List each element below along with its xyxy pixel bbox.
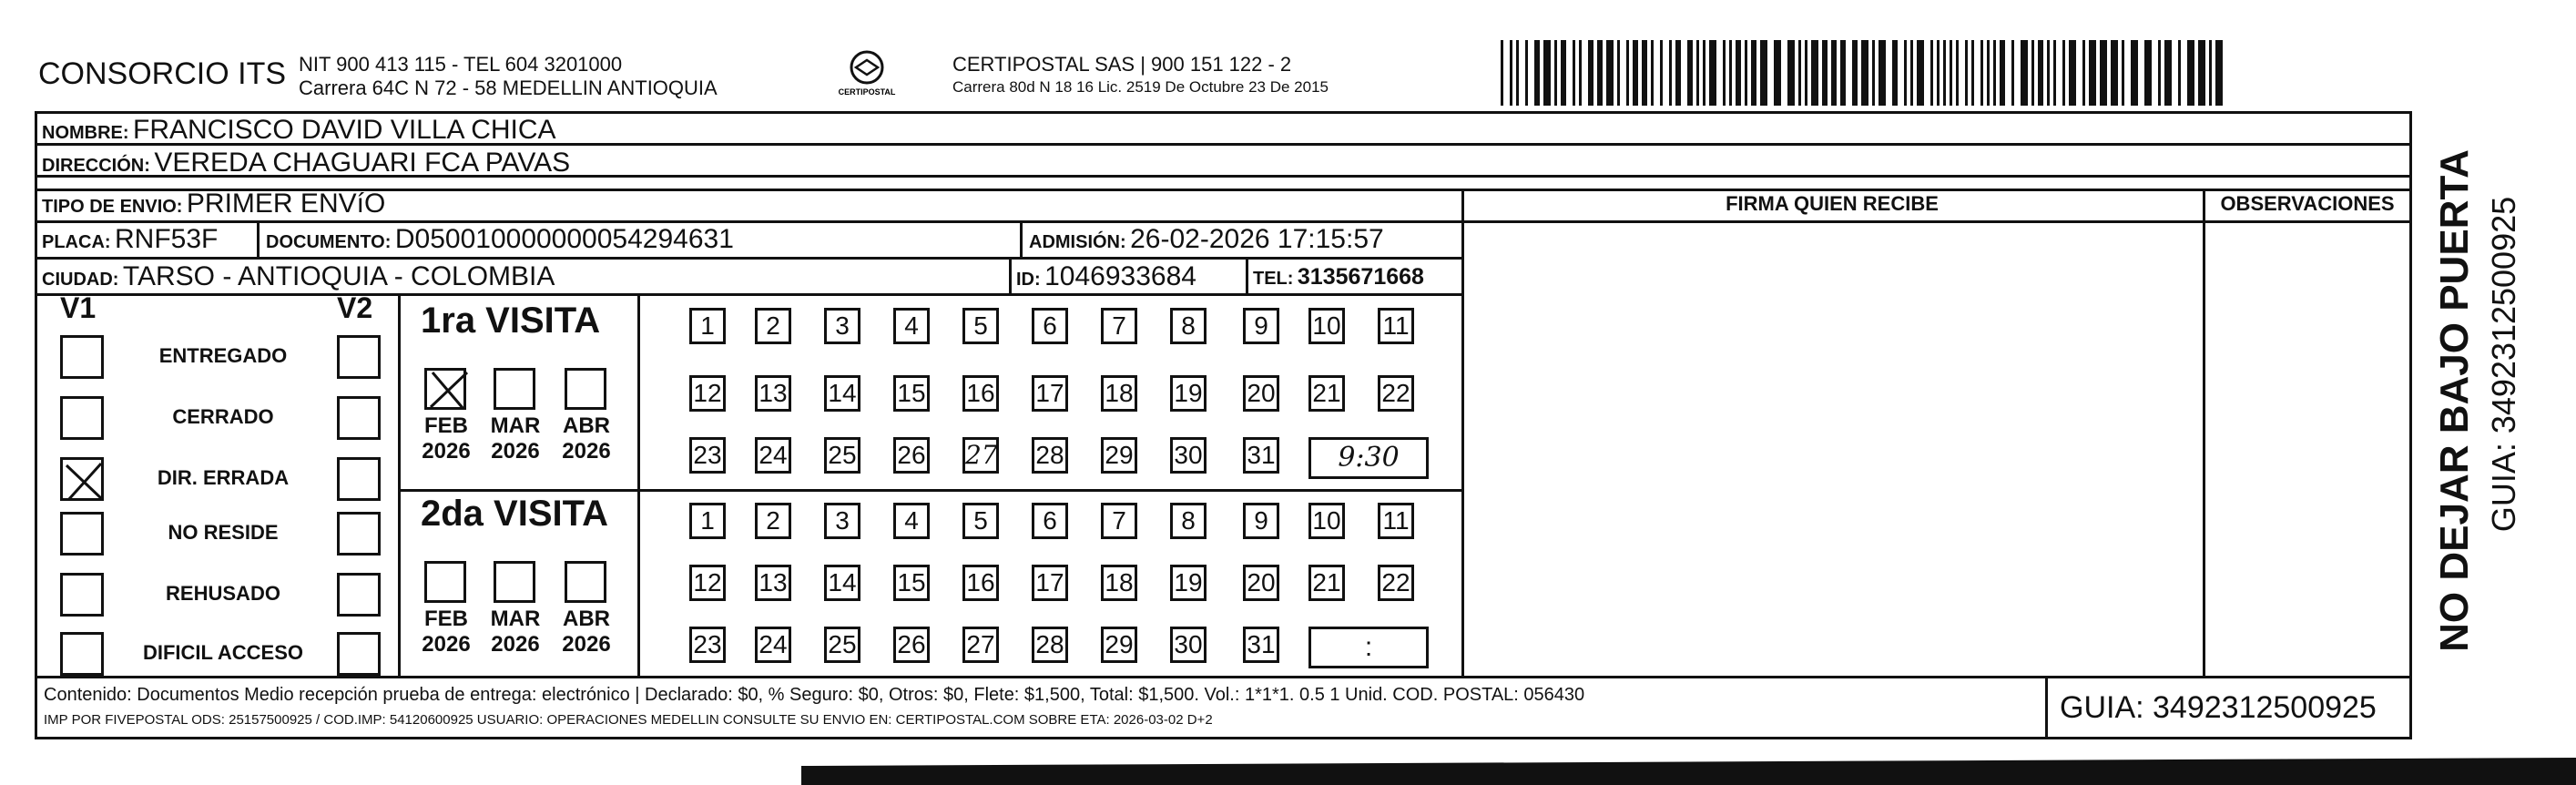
day-box[interactable]: 15: [893, 565, 930, 601]
day-box[interactable]: 4: [893, 308, 930, 344]
x-mark-icon: [427, 371, 469, 413]
placa-value: RNF53F: [115, 224, 219, 254]
day-box[interactable]: 11: [1378, 308, 1414, 344]
day-box[interactable]: 5: [962, 503, 999, 539]
day-box[interactable]: 14: [824, 565, 860, 601]
month-checkbox[interactable]: [565, 561, 606, 603]
day-box[interactable]: 5: [962, 308, 999, 344]
placa-field: [42, 224, 218, 255]
visit1-title: 1ra VISITA: [421, 301, 601, 341]
day-box[interactable]: 1: [689, 503, 726, 539]
day-box[interactable]: 4: [893, 503, 930, 539]
month-checkbox[interactable]: [424, 368, 466, 410]
bottom-rule: [801, 758, 2576, 785]
day-box[interactable]: 11: [1378, 503, 1414, 539]
day-box-marked[interactable]: 27: [962, 437, 999, 474]
reason-label: NO RESIDE: [168, 521, 279, 544]
ciudad-label: CIUDAD:: [42, 270, 119, 290]
day-box[interactable]: 24: [755, 437, 791, 474]
firma-header: FIRMA QUIEN RECIBE: [1726, 192, 1939, 215]
v2-checkbox[interactable]: [337, 457, 381, 501]
time-box[interactable]: 9:30: [1308, 437, 1429, 479]
v1-checkbox[interactable]: [60, 335, 104, 379]
day-box[interactable]: 30: [1170, 437, 1207, 474]
ciudad-value: TARSO - ANTIOQUIA - COLOMBIA: [122, 261, 555, 291]
tel-field: [1253, 264, 1424, 291]
v1-checkbox[interactable]: [60, 457, 104, 501]
v1-header: V1: [60, 291, 97, 324]
month-label: ABR: [563, 413, 610, 438]
side-warning: NO DEJAR BAJO PUERTA: [2432, 149, 2477, 652]
v1-checkbox[interactable]: [60, 396, 104, 440]
day-box[interactable]: 3: [824, 308, 860, 344]
reason-label: ENTREGADO: [158, 344, 288, 367]
nombre-value: FRANCISCO DAVID VILLA CHICA: [133, 115, 556, 145]
day-box[interactable]: 16: [962, 565, 999, 601]
ciudad-field: [42, 261, 555, 292]
day-box[interactable]: 10: [1308, 308, 1345, 344]
nombre-label: NOMBRE:: [42, 123, 129, 143]
day-box[interactable]: 9: [1243, 308, 1279, 344]
carrier-line1: CERTIPOSTAL SAS | 900 151 122 - 2: [952, 53, 1292, 76]
day-box[interactable]: 19: [1170, 565, 1207, 601]
day-box[interactable]: 31: [1243, 437, 1279, 474]
v2-checkbox[interactable]: [337, 632, 381, 676]
day-box[interactable]: 22: [1378, 565, 1414, 601]
month-checkbox[interactable]: [565, 368, 606, 410]
day-box[interactable]: 16: [962, 375, 999, 412]
company-info-line2: Carrera 64C N 72 - 58 MEDELLIN ANTIOQUIA: [299, 76, 718, 99]
day-box[interactable]: 20: [1243, 565, 1279, 601]
month-label: MAR: [490, 413, 541, 438]
day-box[interactable]: 1: [689, 308, 726, 344]
day-box[interactable]: 25: [824, 437, 860, 474]
month-checkbox[interactable]: [424, 561, 466, 603]
year-label: 2026: [491, 439, 540, 464]
day-box[interactable]: 23: [689, 627, 726, 663]
day-box[interactable]: 18: [1101, 375, 1137, 412]
year-label: 2026: [422, 439, 471, 464]
id-label: ID:: [1016, 270, 1041, 290]
year-label: 2026: [491, 632, 540, 657]
tel-label: TEL:: [1253, 269, 1294, 289]
certipostal-logo: [830, 47, 903, 102]
reason-label: REHUSADO: [166, 582, 280, 605]
admision-label: ADMISIÓN:: [1029, 232, 1126, 252]
visit2-title: 2da VISITA: [421, 494, 608, 534]
day-box[interactable]: 27: [962, 627, 999, 663]
day-box[interactable]: 23: [689, 437, 726, 474]
day-box[interactable]: 10: [1308, 503, 1345, 539]
day-box[interactable]: 24: [755, 627, 791, 663]
admision-value: 26-02-2026 17:15:57: [1130, 224, 1384, 254]
day-box[interactable]: 25: [824, 627, 860, 663]
month-label: FEB: [424, 413, 468, 438]
day-box[interactable]: 15: [893, 375, 930, 412]
header: [0, 0, 2576, 109]
day-box[interactable]: 12: [689, 375, 726, 412]
day-box[interactable]: 6: [1032, 308, 1068, 344]
v2-checkbox[interactable]: [337, 335, 381, 379]
day-box[interactable]: 26: [893, 437, 930, 474]
day-box[interactable]: 30: [1170, 627, 1207, 663]
day-box[interactable]: 19: [1170, 375, 1207, 412]
direccion-value: VEREDA CHAGUARI FCA PAVAS: [154, 148, 571, 178]
day-box[interactable]: 8: [1170, 308, 1207, 344]
day-box[interactable]: 18: [1101, 565, 1137, 601]
v2-checkbox[interactable]: [337, 512, 381, 556]
barcode: [1501, 40, 2229, 106]
day-box[interactable]: 6: [1032, 503, 1068, 539]
nombre-field: [42, 115, 556, 146]
certipostal-logo-icon: [830, 47, 903, 102]
tel-value: 3135671668: [1297, 264, 1424, 290]
day-box[interactable]: 14: [824, 375, 860, 412]
day-box[interactable]: 26: [893, 627, 930, 663]
v1-checkbox[interactable]: [60, 573, 104, 617]
tipo-envio-label: TIPO DE ENVIO:: [42, 197, 183, 217]
month-checkbox[interactable]: [494, 561, 535, 603]
day-box[interactable]: 21: [1308, 565, 1345, 601]
v2-checkbox[interactable]: [337, 396, 381, 440]
tipo-envio-value: PRIMER ENVíO: [186, 189, 386, 219]
reason-label: DIFICIL ACCESO: [142, 641, 303, 664]
direccion-field: [42, 148, 570, 178]
reason-label: CERRADO: [172, 405, 274, 428]
v2-header: V2: [337, 291, 373, 324]
day-box[interactable]: 29: [1101, 437, 1137, 474]
id-value: 1046933684: [1044, 261, 1196, 291]
id-field: [1016, 261, 1196, 292]
day-box[interactable]: 21: [1308, 375, 1345, 412]
v1-checkbox[interactable]: [60, 632, 104, 676]
logo-wordmark: CERTIPOSTAL: [838, 87, 896, 97]
tipo-envio-field: [42, 189, 385, 219]
day-box[interactable]: 17: [1032, 375, 1068, 412]
day-box[interactable]: 22: [1378, 375, 1414, 412]
company-info-line1: NIT 900 413 115 - TEL 604 3201000: [299, 53, 623, 76]
side-guia: GUIA: 3492312500925: [2485, 196, 2522, 533]
observaciones-header: OBSERVACIONES: [2220, 192, 2395, 215]
direccion-label: DIRECCIÓN:: [42, 156, 150, 176]
day-box[interactable]: 12: [689, 565, 726, 601]
day-box[interactable]: 31: [1243, 627, 1279, 663]
day-box[interactable]: 7: [1101, 503, 1137, 539]
documento-label: DOCUMENTO:: [266, 232, 392, 252]
day-box[interactable]: 13: [755, 565, 791, 601]
day-box[interactable]: 17: [1032, 565, 1068, 601]
admision-field: [1029, 224, 1384, 255]
day-box[interactable]: 9: [1243, 503, 1279, 539]
month-label: MAR: [490, 607, 541, 631]
time-box[interactable]: :: [1308, 627, 1429, 668]
v1-checkbox[interactable]: [60, 512, 104, 556]
day-box[interactable]: 20: [1243, 375, 1279, 412]
day-box[interactable]: 7: [1101, 308, 1137, 344]
carrier-line2: Carrera 80d N 18 16 Lic. 2519 De Octubre 23 De 2015: [952, 78, 1329, 96]
year-label: 2026: [422, 632, 471, 657]
year-label: 2026: [562, 632, 611, 657]
month-label: ABR: [563, 607, 610, 631]
day-box[interactable]: 28: [1032, 627, 1068, 663]
reason-label: DIR. ERRADA: [157, 466, 290, 489]
x-mark-icon: [63, 460, 107, 504]
footer-imp-line: IMP POR FIVEPOSTAL ODS: 25157500925 / COD.IMP: 54120600925 USUARIO: OPERACIONES MEDELLIN CONSULTE SU ENVIO EN: CERTIPOSTAL.COM SOBRE ETA: 2026-03-02 D+2: [44, 712, 1213, 728]
day-box[interactable]: 2: [755, 503, 791, 539]
day-box[interactable]: 3: [824, 503, 860, 539]
company-name: CONSORCIO ITS: [38, 56, 287, 91]
footer-guia-box: GUIA: 3492312500925: [2060, 690, 2377, 725]
month-checkbox[interactable]: [494, 368, 535, 410]
documento-value: D050010000000054294631: [394, 224, 734, 254]
day-box[interactable]: 8: [1170, 503, 1207, 539]
placa-label: PLACA:: [42, 232, 111, 252]
month-label: FEB: [424, 607, 468, 631]
day-box[interactable]: 13: [755, 375, 791, 412]
day-box[interactable]: 28: [1032, 437, 1068, 474]
footer-content-line: Contenido: Documentos Medio recepción prueba de entrega: electrónico | Declarado: $0, % Seguro: $0, Otros: $0, Flete: $1,500, Total: $1,500. Vol.: 1*1*1. 0.5 1 Unid. COD. POSTAL: 056430: [44, 685, 1585, 705]
day-box[interactable]: 2: [755, 308, 791, 344]
day-box[interactable]: 29: [1101, 627, 1137, 663]
year-label: 2026: [562, 439, 611, 464]
v2-checkbox[interactable]: [337, 573, 381, 617]
documento-field: [266, 224, 734, 255]
